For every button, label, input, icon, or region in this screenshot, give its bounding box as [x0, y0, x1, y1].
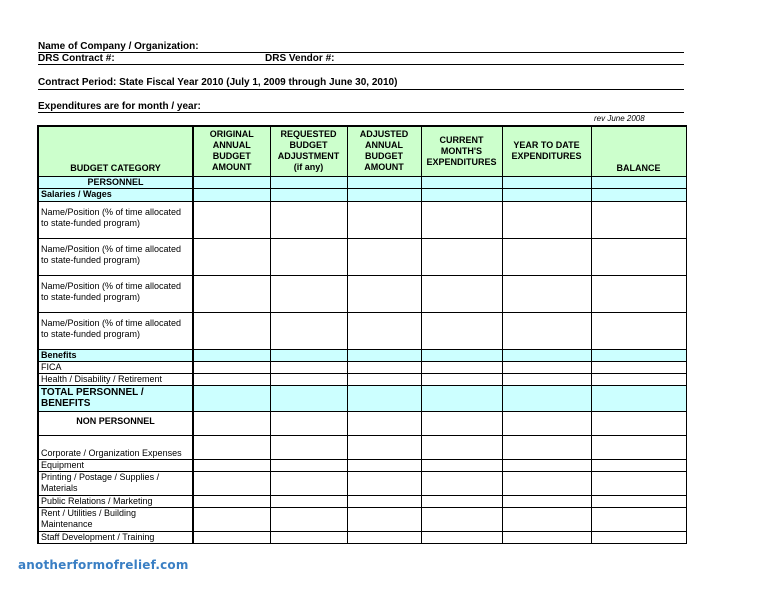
budget-cell[interactable] [270, 507, 347, 531]
total-personnel-label: TOTAL PERSONNEL / BENEFITS [38, 385, 193, 411]
budget-cell[interactable] [421, 373, 502, 385]
table-header-row [38, 126, 686, 176]
budget-cell[interactable] [270, 531, 347, 543]
row-label-rent: Rent / Utilities / Building Maintenance [38, 507, 193, 531]
row-label-printing: Printing / Postage / Supplies / Materials [38, 471, 193, 495]
header-rule [38, 64, 684, 65]
budget-cell[interactable] [193, 459, 270, 471]
budget-table [37, 125, 687, 544]
table-row [38, 312, 686, 349]
budget-cell[interactable] [193, 238, 270, 275]
budget-cell[interactable] [270, 495, 347, 507]
budget-cell[interactable] [347, 459, 421, 471]
budget-cell[interactable] [421, 471, 502, 495]
budget-cell[interactable] [591, 435, 686, 459]
row-label-staff-development: Staff Development / Training [38, 531, 193, 543]
budget-cell[interactable] [502, 312, 591, 349]
row-label-fica: FICA [38, 361, 193, 373]
table-row [38, 507, 686, 531]
table-row [38, 361, 686, 373]
table-row [38, 459, 686, 471]
budget-cell[interactable] [193, 275, 270, 312]
budget-cell[interactable] [270, 435, 347, 459]
budget-cell[interactable] [421, 275, 502, 312]
revision-note: rev June 2008 [594, 114, 645, 123]
budget-cell[interactable] [502, 507, 591, 531]
budget-cell[interactable] [270, 361, 347, 373]
row-label-public-relations: Public Relations / Marketing [38, 495, 193, 507]
budget-cell[interactable] [591, 275, 686, 312]
budget-cell[interactable] [270, 312, 347, 349]
budget-cell[interactable] [347, 361, 421, 373]
table-row [38, 471, 686, 495]
header-requested-adjustment: REQUESTED BUDGET ADJUSTMENT (if any) [270, 126, 347, 176]
budget-cell[interactable] [347, 531, 421, 543]
company-label: Name of Company / Organization: [38, 41, 199, 52]
budget-cell[interactable] [591, 459, 686, 471]
budget-cell[interactable] [347, 495, 421, 507]
total-personnel-row [38, 385, 686, 411]
table-row [38, 238, 686, 275]
budget-cell[interactable] [502, 471, 591, 495]
budget-cell[interactable] [591, 361, 686, 373]
budget-cell[interactable] [193, 312, 270, 349]
budget-cell[interactable] [193, 435, 270, 459]
budget-cell[interactable] [591, 531, 686, 543]
budget-cell[interactable] [591, 238, 686, 275]
header-rule [38, 112, 684, 113]
budget-cell[interactable] [421, 201, 502, 238]
budget-cell[interactable] [591, 201, 686, 238]
budget-cell[interactable] [347, 238, 421, 275]
budget-cell[interactable] [502, 275, 591, 312]
budget-cell[interactable] [193, 495, 270, 507]
position-label: Name/Position (% of time allocated to state-funded program) [38, 275, 193, 312]
budget-cell[interactable] [347, 201, 421, 238]
budget-cell[interactable] [270, 459, 347, 471]
budget-cell[interactable] [193, 201, 270, 238]
header-adjusted-budget: ADJUSTED ANNUAL BUDGET AMOUNT [347, 126, 421, 176]
contract-period: Contract Period: State Fiscal Year 2010 (July 1, 2009 through June 30, 2010) [38, 77, 398, 88]
header-budget-category: BUDGET CATEGORY [38, 126, 193, 176]
budget-cell[interactable] [421, 435, 502, 459]
budget-cell[interactable] [502, 238, 591, 275]
budget-cell[interactable] [270, 471, 347, 495]
header-current-expenditures: CURRENT MONTH'S EXPENDITURES [421, 126, 502, 176]
section-row-non-personnel [38, 411, 686, 435]
section-label-benefits: Benefits [38, 349, 193, 361]
table-row [38, 201, 686, 238]
header-rule [38, 52, 684, 53]
budget-cell[interactable] [421, 531, 502, 543]
table-row [38, 531, 686, 543]
budget-cell[interactable] [421, 238, 502, 275]
budget-cell[interactable] [502, 459, 591, 471]
budget-cell[interactable] [591, 373, 686, 385]
table-row [38, 495, 686, 507]
header-rule [38, 89, 684, 90]
budget-cell[interactable] [347, 507, 421, 531]
expenditures-label: Expenditures are for month / year: [38, 101, 201, 112]
row-label-equipment: Equipment [38, 459, 193, 471]
budget-cell[interactable] [193, 361, 270, 373]
budget-cell[interactable] [502, 373, 591, 385]
budget-cell[interactable] [591, 471, 686, 495]
drs-vendor-label: DRS Vendor #: [265, 53, 335, 64]
budget-cell[interactable] [502, 435, 591, 459]
header-ytd-expenditures: YEAR TO DATE EXPENDITURES [502, 126, 591, 176]
budget-cell[interactable] [347, 373, 421, 385]
budget-cell[interactable] [347, 471, 421, 495]
budget-cell[interactable] [591, 507, 686, 531]
budget-cell[interactable] [421, 459, 502, 471]
section-label-personnel: PERSONNEL [38, 176, 193, 188]
table-row [38, 275, 686, 312]
budget-cell[interactable] [193, 373, 270, 385]
budget-cell[interactable] [591, 312, 686, 349]
position-label: Name/Position (% of time allocated to state-funded program) [38, 312, 193, 349]
watermark-text: anotherformofrelief.com [18, 558, 189, 572]
header-balance: BALANCE [591, 126, 686, 176]
budget-cell[interactable] [421, 361, 502, 373]
section-label-salaries: Salaries / Wages [38, 188, 193, 201]
budget-cell[interactable] [193, 471, 270, 495]
section-label-non-personnel: NON PERSONNEL [38, 411, 193, 435]
budget-cell[interactable] [421, 507, 502, 531]
budget-cell[interactable] [502, 201, 591, 238]
row-label-health: Health / Disability / Retirement [38, 373, 193, 385]
budget-cell[interactable] [193, 531, 270, 543]
budget-cell[interactable] [193, 507, 270, 531]
budget-cell[interactable] [270, 373, 347, 385]
header-original-budget: ORIGINAL ANNUAL BUDGET AMOUNT [193, 126, 270, 176]
budget-cell[interactable] [421, 312, 502, 349]
budget-cell[interactable] [347, 435, 421, 459]
budget-cell[interactable] [347, 312, 421, 349]
budget-cell[interactable] [591, 495, 686, 507]
table-row [38, 435, 686, 459]
section-row-personnel [38, 176, 686, 188]
section-row-benefits [38, 349, 686, 361]
budget-cell[interactable] [270, 201, 347, 238]
budget-cell[interactable] [502, 531, 591, 543]
position-label: Name/Position (% of time allocated to state-funded program) [38, 238, 193, 275]
row-label-corporate: Corporate / Organization Expenses [38, 435, 193, 459]
budget-cell[interactable] [270, 275, 347, 312]
budget-cell[interactable] [502, 495, 591, 507]
budget-cell[interactable] [347, 275, 421, 312]
table-row [38, 373, 686, 385]
budget-cell[interactable] [270, 238, 347, 275]
budget-cell[interactable] [421, 495, 502, 507]
budget-cell[interactable] [502, 361, 591, 373]
drs-contract-label: DRS Contract #: [38, 53, 115, 64]
position-label: Name/Position (% of time allocated to state-funded program) [38, 201, 193, 238]
section-row-salaries [38, 188, 686, 201]
